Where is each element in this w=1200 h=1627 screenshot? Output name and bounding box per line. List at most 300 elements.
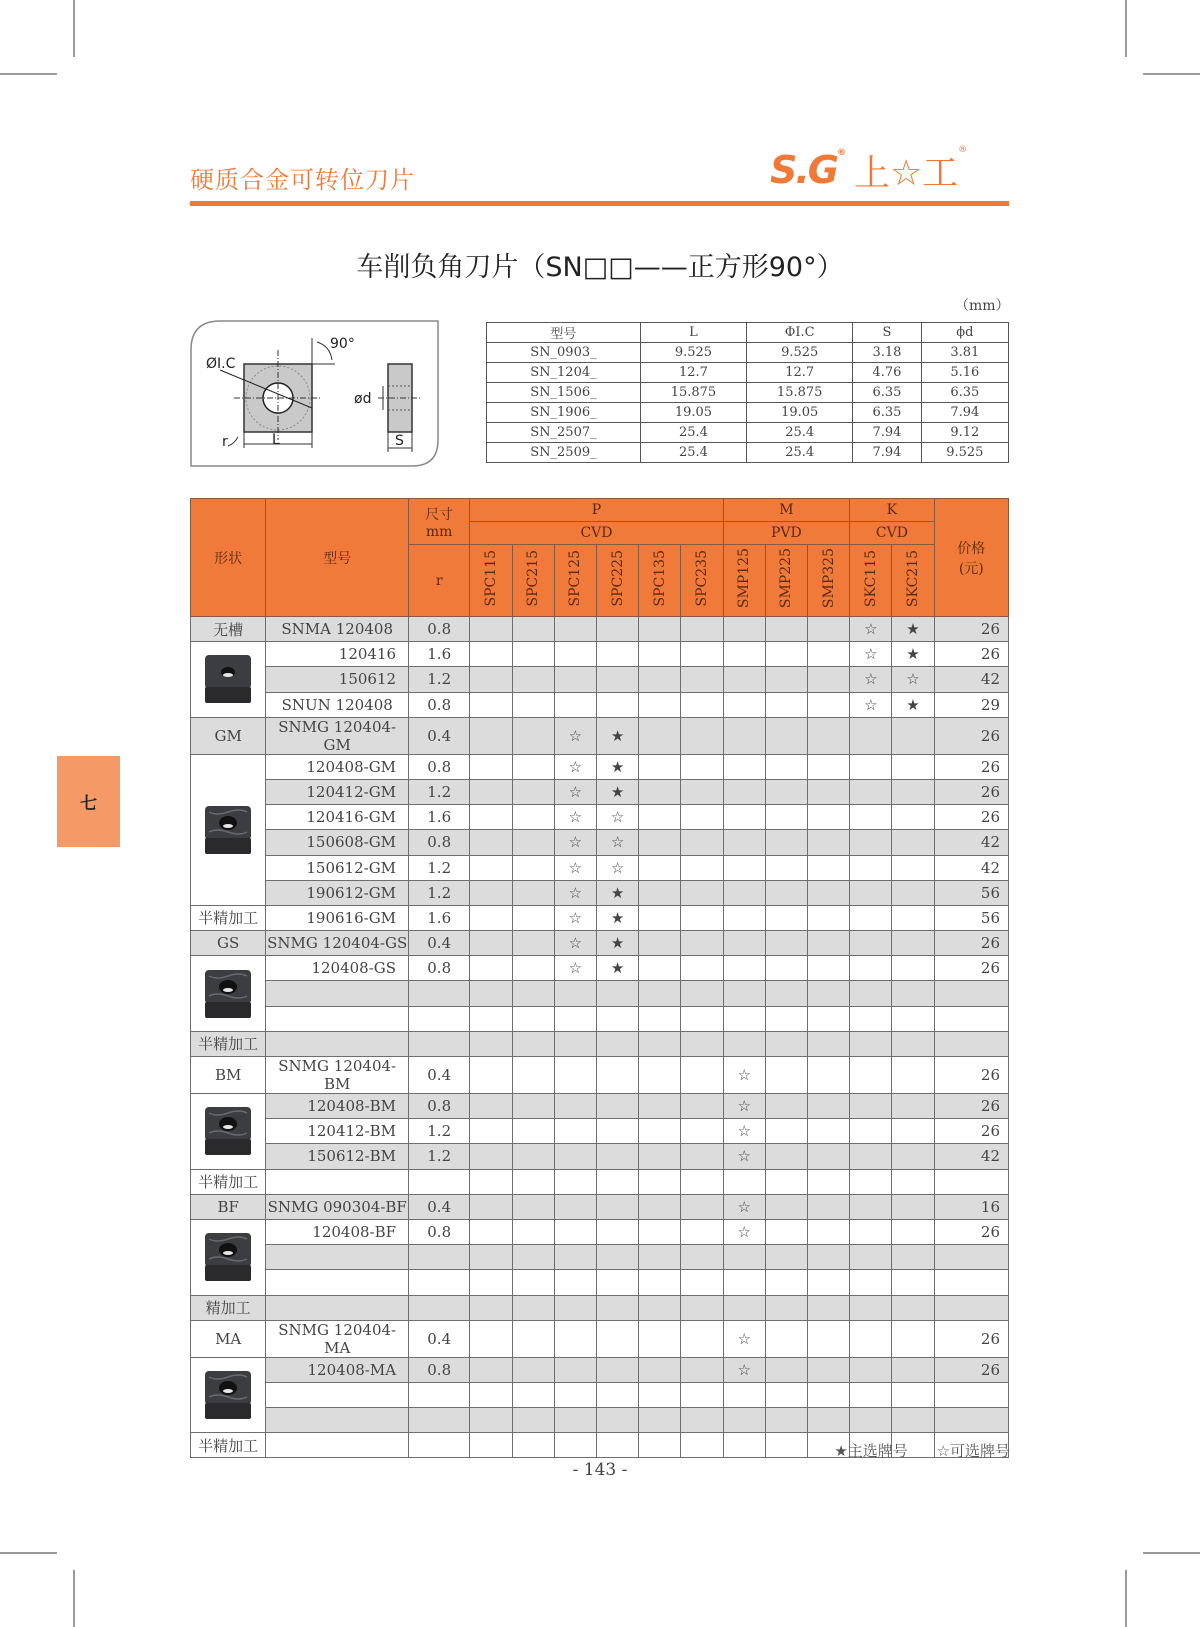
grade-cell (807, 830, 849, 855)
insert-image-bm (191, 1094, 266, 1170)
grade-cell (807, 1408, 849, 1433)
table-row (191, 931, 1009, 956)
optional-star-icon: ☆ (554, 880, 596, 905)
table-row (191, 717, 1009, 754)
dimension-cell: 3.81 (921, 343, 1008, 363)
grade-cell (723, 617, 765, 642)
grade-cell (470, 779, 512, 804)
svg-text:r: r (222, 434, 228, 450)
price-cell: 26 (934, 1119, 1008, 1144)
legend-primary: ★主选牌号 (834, 1442, 908, 1460)
optional-star-icon: ☆ (554, 931, 596, 956)
price-cell (934, 1169, 1008, 1194)
primary-star-icon: ★ (596, 931, 638, 956)
table-row (191, 642, 1009, 667)
dimension-cell: 25.4 (640, 423, 746, 443)
grade-cell (765, 667, 807, 692)
grade-cell (596, 1094, 638, 1119)
radius-cell: 0.8 (409, 617, 470, 642)
grade-cell (512, 692, 554, 717)
radius-cell (409, 1408, 470, 1433)
table-row (191, 1245, 1009, 1270)
dimension-cell: 7.94 (853, 443, 921, 463)
grade-cell (807, 956, 849, 981)
primary-star-icon: ★ (596, 779, 638, 804)
grade-cell (639, 805, 681, 830)
grade-cell (765, 981, 807, 1006)
grade-cell (596, 692, 638, 717)
grade-cell (765, 1382, 807, 1407)
grade-cell (765, 1031, 807, 1056)
grade-cell (892, 1031, 934, 1056)
dimension-cell: SN_1204_ (487, 363, 641, 383)
grade-cell (892, 1320, 934, 1357)
dimension-row (487, 363, 1009, 383)
model-cell: SNMG 090304-BF (266, 1194, 409, 1219)
primary-star-icon: ★ (596, 905, 638, 930)
grade-cell (554, 1169, 596, 1194)
grade-cell (807, 1169, 849, 1194)
grade-cell (470, 1169, 512, 1194)
col-header-price: 价格 (元) (934, 499, 1008, 617)
grade-cell (723, 642, 765, 667)
dimension-cell: 12.7 (747, 363, 853, 383)
grade-header: SKC215 (892, 545, 934, 617)
grade-cell (470, 717, 512, 754)
price-cell (934, 1270, 1008, 1295)
grade-cell (512, 1433, 554, 1458)
grade-cell (470, 1031, 512, 1056)
price-cell: 16 (934, 1194, 1008, 1219)
grade-cell (765, 956, 807, 981)
grade-cell (765, 1245, 807, 1270)
grade-cell (639, 880, 681, 905)
grade-cell (850, 1144, 892, 1169)
grade-cell (765, 931, 807, 956)
price-cell: 42 (934, 830, 1008, 855)
grade-cell (639, 717, 681, 754)
grade-cell (639, 1382, 681, 1407)
table-row (191, 779, 1009, 804)
grade-cell (892, 717, 934, 754)
grade-cell (807, 754, 849, 779)
grade-cell (512, 1408, 554, 1433)
grade-cell (470, 617, 512, 642)
table-row (191, 805, 1009, 830)
price-cell: 42 (934, 1144, 1008, 1169)
brand-logo-sg: S.G® (770, 148, 844, 192)
grade-cell (807, 1006, 849, 1031)
grade-cell (596, 1119, 638, 1144)
grade-cell (723, 855, 765, 880)
grade-cell (639, 779, 681, 804)
grade-header: SPC125 (554, 545, 596, 617)
grade-cell (765, 1094, 807, 1119)
grade-cell (639, 692, 681, 717)
grade-cell (470, 880, 512, 905)
grade-cell (681, 1270, 723, 1295)
radius-cell: 0.8 (409, 754, 470, 779)
grade-cell (470, 642, 512, 667)
group-k: K (850, 499, 934, 522)
radius-cell (409, 1245, 470, 1270)
grade-cell (554, 1357, 596, 1382)
grade-cell (596, 1219, 638, 1244)
grade-header: SPC215 (512, 545, 554, 617)
optional-star-icon: ☆ (596, 855, 638, 880)
grade-cell (850, 1119, 892, 1144)
grade-cell (596, 642, 638, 667)
grade-cell (470, 667, 512, 692)
grade-cell (723, 1270, 765, 1295)
grade-cell (596, 617, 638, 642)
optional-star-icon: ☆ (723, 1094, 765, 1119)
model-cell (266, 1295, 409, 1320)
grade-cell (892, 1169, 934, 1194)
dimension-cell: 12.7 (640, 363, 746, 383)
grade-cell (765, 1433, 807, 1458)
grade-cell (723, 779, 765, 804)
col-header-shape: 形状 (191, 499, 266, 617)
grade-cell (892, 905, 934, 930)
grade-cell (807, 692, 849, 717)
grade-cell (765, 880, 807, 905)
dimension-cell: 3.18 (853, 343, 921, 363)
grade-cell (807, 1320, 849, 1357)
grade-cell (470, 805, 512, 830)
grade-cell (554, 1245, 596, 1270)
grade-cell (723, 931, 765, 956)
table-row (191, 667, 1009, 692)
grade-cell (723, 1433, 765, 1458)
col-header: L (640, 323, 746, 343)
optional-star-icon: ☆ (723, 1357, 765, 1382)
grade-cell (512, 956, 554, 981)
dimension-cell: 9.525 (921, 443, 1008, 463)
grade-cell (512, 931, 554, 956)
grade-cell (807, 855, 849, 880)
optional-star-icon: ☆ (554, 717, 596, 754)
grade-cell (554, 1270, 596, 1295)
grade-cell (681, 1245, 723, 1270)
grade-cell (554, 1057, 596, 1094)
optional-star-icon: ☆ (554, 830, 596, 855)
grade-cell (512, 805, 554, 830)
radius-cell: 1.2 (409, 1119, 470, 1144)
dimension-cell: 6.35 (921, 383, 1008, 403)
table-row (191, 1382, 1009, 1407)
grade-cell (850, 1219, 892, 1244)
grade-cell (512, 1357, 554, 1382)
insert-diagram (190, 320, 440, 468)
price-cell: 26 (934, 1057, 1008, 1094)
grade-cell (596, 1031, 638, 1056)
grade-cell (723, 956, 765, 981)
price-cell: 26 (934, 1219, 1008, 1244)
grade-cell (681, 1408, 723, 1433)
grade-cell (681, 1194, 723, 1219)
radius-cell: 0.8 (409, 956, 470, 981)
grade-cell (681, 830, 723, 855)
grade-cell (470, 981, 512, 1006)
grade-cell (807, 1194, 849, 1219)
grade-cell (554, 1320, 596, 1357)
grade-cell (681, 931, 723, 956)
grade-cell (681, 1006, 723, 1031)
optional-star-icon: ☆ (554, 956, 596, 981)
grade-cell (807, 1270, 849, 1295)
grade-cell (850, 1194, 892, 1219)
grade-cell (681, 855, 723, 880)
grade-cell (892, 1194, 934, 1219)
col-header-r: r (409, 545, 470, 617)
coating-m: PVD (723, 522, 850, 545)
grade-cell (723, 754, 765, 779)
model-cell (266, 1031, 409, 1056)
grade-cell (639, 1295, 681, 1320)
grade-cell (681, 667, 723, 692)
price-cell (934, 1295, 1008, 1320)
grade-cell (723, 1245, 765, 1270)
grade-cell (850, 1270, 892, 1295)
grade-cell (512, 981, 554, 1006)
grade-cell (892, 779, 934, 804)
grade-cell (765, 1057, 807, 1094)
grade-cell (681, 1031, 723, 1056)
grade-cell (681, 617, 723, 642)
grade-cell (765, 1357, 807, 1382)
chapter-tab: 七 (57, 756, 120, 847)
optional-star-icon: ☆ (892, 667, 934, 692)
grade-cell (639, 1320, 681, 1357)
grade-cell (892, 931, 934, 956)
grade-cell (723, 1295, 765, 1320)
radius-cell (409, 1270, 470, 1295)
grade-cell (892, 1144, 934, 1169)
grade-cell (850, 1031, 892, 1056)
price-cell: 26 (934, 956, 1008, 981)
dimension-cell: 5.16 (921, 363, 1008, 383)
radius-cell: 1.2 (409, 1144, 470, 1169)
table-row (191, 830, 1009, 855)
grade-cell (639, 956, 681, 981)
grade-cell (639, 1057, 681, 1094)
grade-header: SMP225 (765, 545, 807, 617)
grade-cell (850, 1057, 892, 1094)
grade-cell (850, 1408, 892, 1433)
grade-cell (470, 905, 512, 930)
model-cell: 150612 (266, 667, 409, 692)
grade-header: SPC235 (681, 545, 723, 617)
dimension-cell: SN_2507_ (487, 423, 641, 443)
grade-cell (681, 1119, 723, 1144)
grade-cell (596, 1382, 638, 1407)
table-row (191, 754, 1009, 779)
model-cell: 120408-BF (266, 1219, 409, 1244)
grade-cell (639, 1094, 681, 1119)
optional-star-icon: ☆ (554, 779, 596, 804)
grade-cell (681, 754, 723, 779)
grade-cell (470, 1433, 512, 1458)
price-cell: 29 (934, 692, 1008, 717)
grade-cell (765, 1194, 807, 1219)
grade-cell (470, 855, 512, 880)
price-cell (934, 1031, 1008, 1056)
grade-cell (807, 1295, 849, 1320)
table-row (191, 981, 1009, 1006)
grade-cell (807, 779, 849, 804)
coating-p: CVD (470, 522, 723, 545)
grade-cell (807, 717, 849, 754)
grade-cell (765, 754, 807, 779)
grade-cell (850, 830, 892, 855)
model-cell: 120416 (266, 642, 409, 667)
grade-cell (892, 1295, 934, 1320)
grade-cell (850, 931, 892, 956)
insert-image-bf (191, 1219, 266, 1295)
grade-cell (807, 1382, 849, 1407)
optional-star-icon: ☆ (554, 905, 596, 930)
shape-cell: 半精加工 (191, 1031, 266, 1056)
radius-cell (409, 981, 470, 1006)
dimension-cell: 25.4 (640, 443, 746, 463)
radius-cell: 1.2 (409, 880, 470, 905)
shape-cell: BF (191, 1194, 266, 1219)
grade-cell (512, 1219, 554, 1244)
grade-cell (723, 1382, 765, 1407)
grade-cell (512, 1169, 554, 1194)
grade-cell (850, 905, 892, 930)
optional-star-icon: ☆ (554, 754, 596, 779)
grade-cell (681, 779, 723, 804)
grade-cell (596, 1408, 638, 1433)
radius-cell: 0.8 (409, 692, 470, 717)
grade-cell (470, 1382, 512, 1407)
grade-header: SPC135 (639, 545, 681, 617)
model-cell: SNMG 120404-MA (266, 1320, 409, 1357)
svg-text:ød: ød (354, 391, 372, 407)
optional-star-icon: ☆ (554, 855, 596, 880)
table-row (191, 1320, 1009, 1357)
primary-star-icon: ★ (892, 617, 934, 642)
radius-cell: 0.8 (409, 1357, 470, 1382)
grade-cell (512, 642, 554, 667)
grade-cell (850, 1006, 892, 1031)
crop-mark (1125, 0, 1127, 57)
model-cell: 120416-GM (266, 805, 409, 830)
grade-cell (512, 1382, 554, 1407)
price-cell: 26 (934, 1320, 1008, 1357)
grade-cell (470, 692, 512, 717)
grade-cell (681, 1295, 723, 1320)
grade-cell (639, 1006, 681, 1031)
grade-cell (639, 1408, 681, 1433)
grade-cell (850, 1094, 892, 1119)
grade-cell (681, 1320, 723, 1357)
grade-cell (639, 931, 681, 956)
grade-cell (639, 1194, 681, 1219)
grade-cell (512, 1270, 554, 1295)
grade-cell (512, 1094, 554, 1119)
grade-cell (470, 956, 512, 981)
radius-cell: 1.2 (409, 855, 470, 880)
model-cell (266, 1270, 409, 1295)
model-cell: 120408-BM (266, 1094, 409, 1119)
dimension-cell: 25.4 (747, 423, 853, 443)
price-cell: 26 (934, 717, 1008, 754)
model-cell: 150608-GM (266, 830, 409, 855)
grade-cell (681, 1169, 723, 1194)
grade-cell (807, 1357, 849, 1382)
grade-cell (470, 1119, 512, 1144)
model-cell: 120412-BM (266, 1119, 409, 1144)
insert-image-ma (191, 1357, 266, 1433)
grade-cell (681, 1382, 723, 1407)
dimension-cell: 19.05 (747, 403, 853, 423)
grade-cell (892, 1219, 934, 1244)
radius-cell (409, 1433, 470, 1458)
grade-cell (723, 830, 765, 855)
section-title: 硬质合金可转位刀片 (190, 166, 415, 194)
dimension-cell: 9.525 (640, 343, 746, 363)
model-cell: SNMG 120404-BM (266, 1057, 409, 1094)
grade-cell (554, 667, 596, 692)
grade-cell (554, 1382, 596, 1407)
grade-cell (892, 1382, 934, 1407)
grade-cell (681, 1219, 723, 1244)
coating-k: CVD (850, 522, 934, 545)
legend (810, 1440, 1010, 1461)
grade-cell (681, 717, 723, 754)
grade-cell (470, 1295, 512, 1320)
dimension-cell: 4.76 (853, 363, 921, 383)
grade-cell (596, 1169, 638, 1194)
shape-cell: GM (191, 717, 266, 754)
primary-star-icon: ★ (892, 692, 934, 717)
grade-cell (681, 805, 723, 830)
price-cell (934, 1006, 1008, 1031)
grade-cell (512, 1057, 554, 1094)
group-m: M (723, 499, 850, 522)
dimension-table-header (487, 323, 1009, 343)
primary-star-icon: ★ (596, 880, 638, 905)
grade-cell (512, 1320, 554, 1357)
price-cell: 56 (934, 880, 1008, 905)
table-row (191, 1119, 1009, 1144)
table-row (191, 1169, 1009, 1194)
grade-cell (596, 1006, 638, 1031)
grade-cell (850, 1382, 892, 1407)
grade-cell (850, 1245, 892, 1270)
grade-cell (470, 1194, 512, 1219)
grade-cell (554, 617, 596, 642)
grade-cell (554, 1194, 596, 1219)
grade-cell (554, 981, 596, 1006)
shape-cell: 半精加工 (191, 1169, 266, 1194)
grade-cell (723, 1031, 765, 1056)
dimension-row (487, 423, 1009, 443)
grade-cell (512, 1031, 554, 1056)
optional-star-icon: ☆ (723, 1320, 765, 1357)
model-cell: 120408-GM (266, 754, 409, 779)
grade-cell (765, 617, 807, 642)
grade-cell (639, 617, 681, 642)
grade-cell (807, 1057, 849, 1094)
grade-cell (892, 1119, 934, 1144)
grade-cell (512, 779, 554, 804)
grade-cell (765, 830, 807, 855)
grade-cell (723, 1169, 765, 1194)
